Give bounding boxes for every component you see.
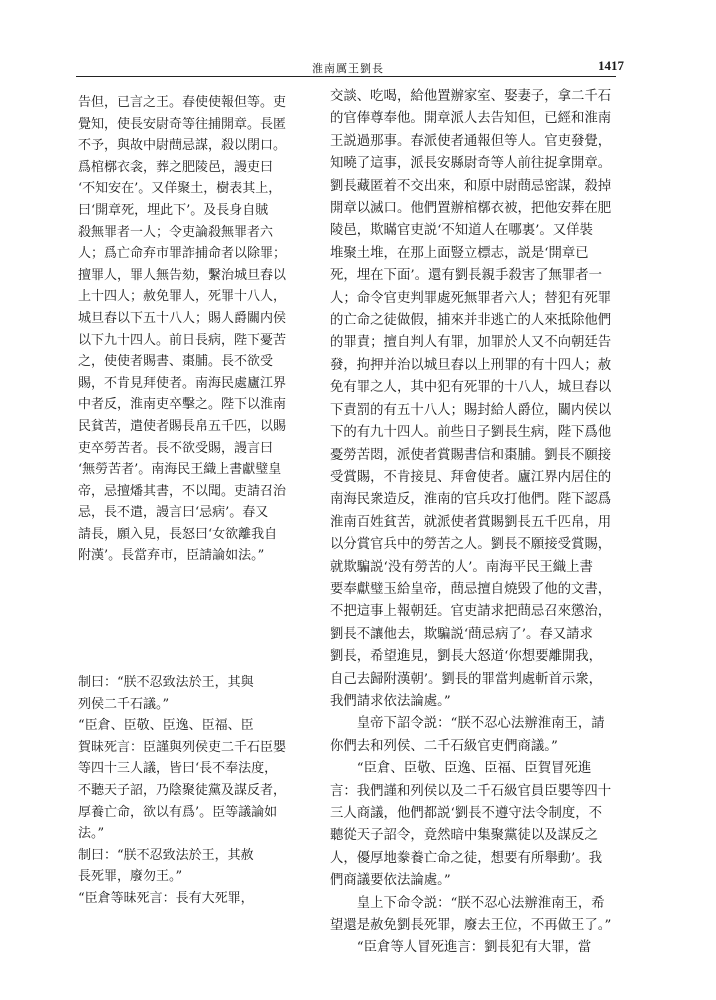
classical-line: 人；爲亡命弃市罪詐捕命者以除罪； [78, 246, 287, 262]
translation-line: 皇帝下詔令説：“朕不忍心法辦淮南王，請 [330, 716, 605, 732]
classical-line: 上十四人；赦免罪人，死罪十八人， [78, 289, 287, 305]
translation-line: 我們請求依法論處。” [330, 693, 451, 709]
translation-line: 的官俸尊奉他。開章派人去告知但，已經和淮南 [330, 111, 612, 127]
translation-line: 劉長不讓他去，欺騙説‘蔄忌病了’。春又請求 [330, 626, 593, 642]
classical-line: 列侯二千石議。” [78, 696, 170, 712]
classical-line: 附漢’。長當弃市，臣請論如法。” [78, 548, 265, 564]
translation-line: 就欺騙説‘没有勞苦的人’。南海平民王織上書 [330, 559, 593, 575]
translation-line: 要奉獻璧玉給皇帝，蔄忌擅自燒毁了他的文書， [330, 581, 612, 597]
classical-line: 厚養亡命，欲以有爲’。臣等議論如 [78, 804, 278, 820]
translation-column [330, 86, 626, 960]
translation-line: 劉長藏匿着不交出來，和原中尉蔄忌密謀，殺掉 [330, 178, 612, 194]
classical-line: “臣倉等昧死言：長有大死罪， [78, 891, 254, 906]
classical-line: 賜，不肯見拜使者。南海民處廬江界 [78, 375, 287, 391]
translation-line: 堆聚土堆，在那上面豎立標志，説是‘開章已 [330, 245, 589, 261]
classical-line: 之，使使者賜書、棗脯。長不欲受 [78, 354, 274, 370]
translation-line: “臣倉、臣敬、臣逸、臣福、臣賀冒死進 [330, 761, 592, 777]
translation-line: 南海民衆造反，淮南的官兵攻打他們。陛下認爲 [330, 492, 612, 508]
classical-line: 法。” [78, 826, 105, 842]
translation-line: 言：我們謹和列侯以及二千石級官員臣嬰等四十 [330, 783, 612, 799]
translation-line: 人；命令官吏判罪處死無罪者六人；替犯有死罪 [330, 290, 612, 306]
classical-line: 等四十三人議，皆曰‘長不奉法度， [78, 761, 278, 777]
translation-line: 淮南百姓貧苦，就派使者賞賜劉長五千匹帛，用 [330, 514, 612, 530]
translation-line: “臣倉等人冒死進言：劉長犯有大罪，當 [330, 940, 592, 956]
classical-line: 制曰：“朕不忍致法於王，其赦 [78, 847, 254, 863]
translation-line: 發，拘押并治以城旦舂以上刑罪的有十四人；赦 [330, 357, 612, 373]
classical-line: 覺知，使長安尉奇等往捕開章。長匿 [78, 116, 287, 132]
classical-line: 擅罪人，罪人無告劾，繫治城旦舂以 [78, 267, 287, 283]
page-number: 1417 [598, 58, 624, 73]
translation-line: 三人商議，他們都説‘劉長不遵守法令制度，不 [330, 806, 603, 821]
classical-line: 帝，忌擅燔其書，不以聞。吏請召治 [78, 483, 287, 499]
running-title: 淮南厲王劉長 [312, 62, 384, 75]
classical-text-column [78, 92, 314, 910]
classical-line: 曰‘開章死，埋此下’。及長身自賊 [78, 202, 269, 218]
translation-line: 皇上下命令説：“朕不忍心法辦淮南王，希 [330, 895, 605, 911]
translation-line: 望還是赦免劉長死罪，廢去王位，不再做王了。” [330, 918, 612, 934]
translation-line: 你們去和列侯、二千石級官吏們商議。” [330, 738, 558, 754]
translation-line: 交談、吃喝，給他置辦家室、娶妻子，拿二千石 [330, 89, 612, 104]
classical-line: 不予，與故中尉蔄忌謀，殺以閉口。 [78, 138, 287, 154]
classical-line: 忌，長不遣，謾言曰‘忌病’。春又 [78, 505, 269, 521]
classical-line: 城旦舂以下五十八人；賜人爵關内侯 [78, 310, 287, 326]
classical-line: 中者反，淮南吏卒擊之。陛下以淮南 [78, 397, 287, 413]
classical-line: 殺無罪者一人；令吏論殺無罪者六 [78, 224, 274, 240]
translation-line: 受賞賜，不肯接見、拜會使者。廬江界内居住的 [330, 469, 612, 485]
translation-line: 聽從天子詔令，竟然暗中集聚黨徒以及謀反之 [330, 828, 598, 844]
translation-line: 憂勞苦悶，派使者賞賜書信和棗脯。劉長不願接 [330, 447, 612, 463]
classical-line: 請長，願入見，長怒曰‘女欲離我自 [78, 526, 278, 542]
classical-line: ‘無勞苦者’。南海民王織上書獻璧皇 [78, 462, 282, 478]
translation-line: 不把這事上報朝廷。官吏請求把蔄忌召來懲治， [330, 604, 612, 620]
translation-line: 下的有九十四人。前些日子劉長生病，陛下爲他 [330, 425, 612, 441]
classical-line: 爲棺槨衣衾，葬之肥陵邑，謾吏曰 [78, 159, 274, 175]
translation-line: 死，埋在下面’。還有劉長親手殺害了無罪者一 [330, 268, 603, 284]
translation-line: 王説過那事。春派使者通報但等人。官吏發覺， [330, 133, 612, 149]
header-rule [76, 76, 616, 77]
classical-line: 賀昧死言：臣謹與列侯吏二千石臣嬰 [78, 739, 287, 755]
classical-line: 不聽天子詔，乃陰聚徒黨及謀反者， [78, 783, 287, 799]
translation-line: 陵邑，欺瞞官吏説‘不知道人在哪裏’。又佯裝 [330, 223, 593, 239]
classical-line: 民貧苦，遣使者賜長帛五千匹，以賜 [78, 418, 287, 434]
classical-line: 吏卒勞苦者。長不欲受賜，謾言曰 [78, 440, 274, 456]
translation-line: 們商議要依法論處。” [330, 873, 451, 889]
classical-line: 長死罪，廢勿王。” [78, 869, 183, 885]
translation-line: 下責罰的有五十八人；賜封給人爵位，關内侯以 [330, 402, 612, 418]
classical-line: “臣倉、臣敬、臣逸、臣福、臣 [78, 718, 254, 734]
translation-line: 開章以滅口。他們置辦棺槨衣被，把他安葬在肥 [330, 201, 612, 217]
classical-line: 以下九十四人。前日長病，陛下憂苦 [78, 332, 287, 348]
classical-line: ‘不知安在’。又佯聚土，樹表其上， [78, 181, 282, 197]
translation-line: 免有罪之人，其中犯有死罪的十八人，城旦舂以 [330, 380, 612, 396]
translation-line: 人，優厚地豢養亡命之徒，想要有所舉動’。我 [330, 850, 603, 866]
translation-line: 自己去歸附漢朝’。劉長的罪當判處斬首示衆， [330, 671, 603, 687]
classical-line: 告但，已言之王。春使使報但等。吏 [78, 95, 287, 110]
translation-line: 知曉了這事，派長安縣尉奇等人前往捉拿開章。 [330, 156, 612, 172]
translation-line: 的亡命之徒做假，捕來并非逃亡的人來抵除他們 [330, 313, 612, 329]
translation-line: 以分賞官兵中的勞苦之人。劉長不願接受賞賜， [330, 537, 612, 553]
translation-line: 劉長，希望進見，劉長大怒道‘你想要離開我， [330, 649, 603, 665]
classical-line: 制曰：“朕不忍致法於王，其與 [78, 675, 254, 691]
section-gap [78, 567, 314, 672]
translation-line: 的罪責；擅自判人有罪，加罪於人又不向朝廷告 [330, 335, 612, 351]
